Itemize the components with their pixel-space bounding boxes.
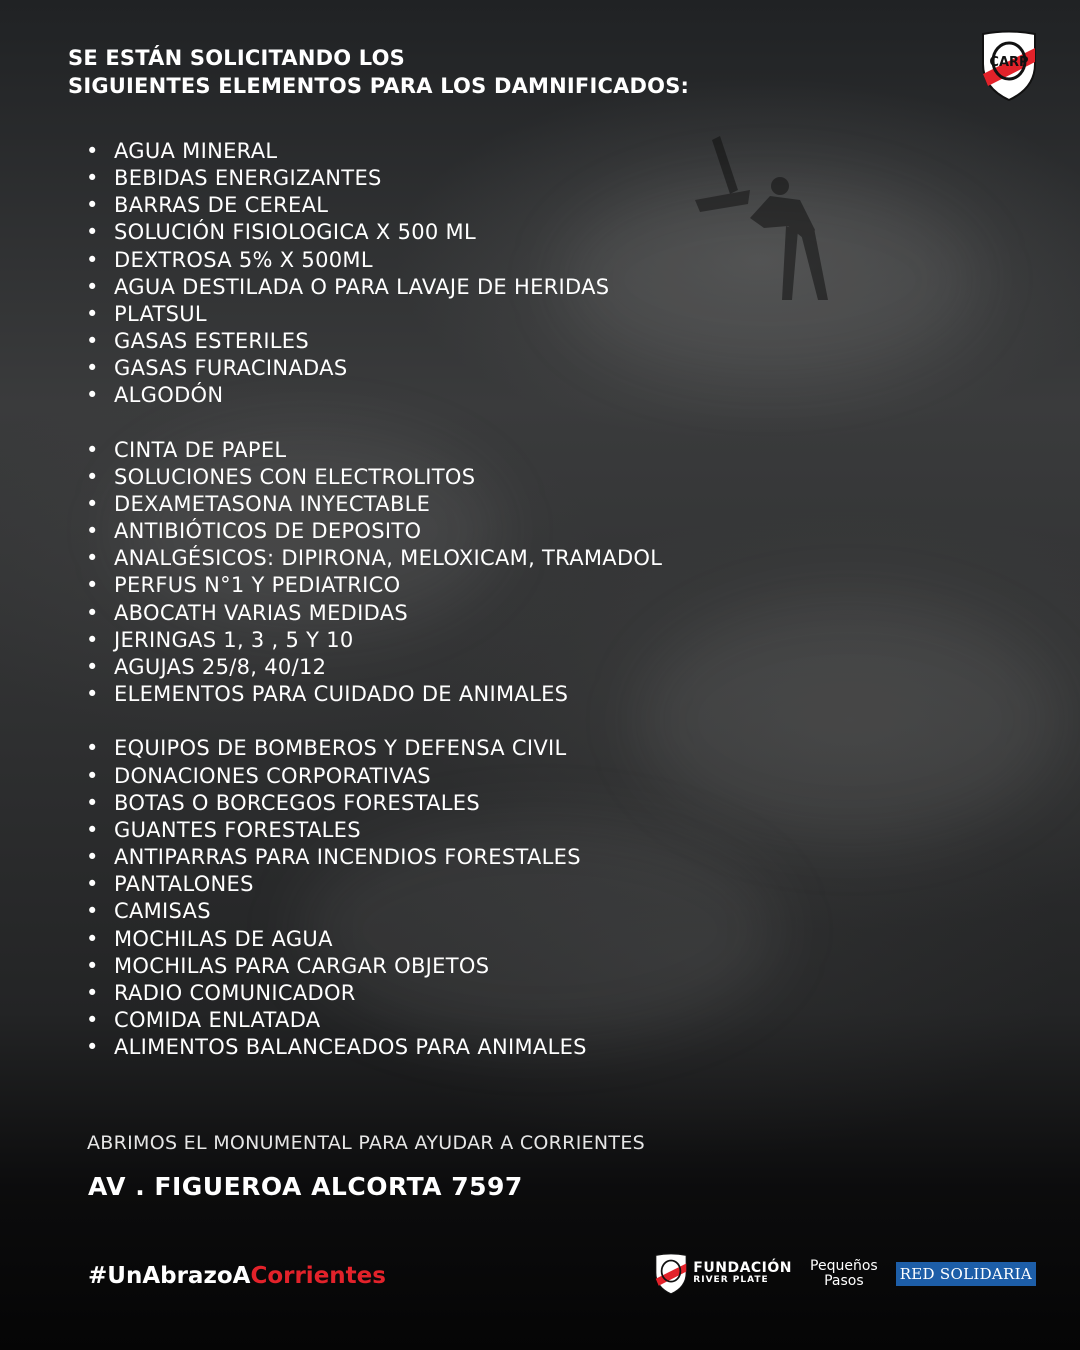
list-item [86, 844, 662, 871]
list-item [86, 980, 662, 1007]
list-item-label: EQUIPOS DE BOMBEROS Y DEFENSA CIVIL [114, 736, 567, 761]
list-item-label: PANTALONES [114, 872, 254, 897]
bullet-icon: • [86, 763, 99, 788]
list-item [86, 464, 662, 491]
hashtag-white: #UnAbrazoA [88, 1263, 251, 1289]
bullet-icon: • [86, 736, 99, 761]
list-item-label: SOLUCIÓN FISIOLOGICA X 500 ML [114, 220, 476, 245]
list-item [86, 274, 662, 301]
pasos-label: Pasos [824, 1273, 864, 1289]
list-item [86, 219, 662, 246]
bullet-icon: • [86, 817, 99, 842]
list-item [86, 138, 662, 165]
list-item-label: AGUJAS 25/8, 40/12 [114, 654, 327, 679]
list-item-label: DEXAMETASONA INYECTABLE [114, 492, 431, 517]
list-item-label: BOTAS O BORCEGOS FORESTALES [114, 790, 480, 815]
bullet-icon: • [86, 600, 99, 625]
list-item [86, 328, 662, 355]
list-item-label: AGUA MINERAL [114, 139, 278, 163]
list-item [86, 572, 662, 599]
list-item-label: PLATSUL [114, 301, 207, 326]
list-item [86, 355, 662, 382]
list-item-label: MOCHILAS DE AGUA [114, 926, 333, 951]
fundacion-label: FUNDACIÓN [693, 1260, 793, 1276]
list-item-label: RADIO COMUNICADOR [114, 980, 356, 1005]
list-item [86, 518, 662, 545]
fundacion-river-plate-logo [654, 1252, 792, 1296]
list-item-label: ANTIBIÓTICOS DE DEPOSITO [114, 519, 422, 544]
list-item [86, 382, 662, 409]
list-item [86, 953, 662, 980]
list-item [86, 192, 662, 219]
river-plate-crest-icon [654, 1252, 688, 1296]
bullet-icon: • [86, 926, 99, 951]
pequenos-label: Pequeños [810, 1258, 878, 1274]
bullet-icon: • [86, 437, 99, 462]
list-item [86, 1034, 662, 1061]
list-item-label: ALIMENTOS BALANCEADOS PARA ANIMALES [114, 1035, 587, 1060]
list-item-label: DEXTROSA 5% X 500ML [114, 247, 373, 272]
list-item-label: GUANTES FORESTALES [114, 817, 361, 842]
list-item [86, 165, 662, 192]
list-item-label: COMIDA ENLATADA [114, 1007, 321, 1032]
list-item [86, 247, 662, 274]
red-solidaria-logo: RED SOLIDARIA [896, 1262, 1036, 1286]
list-item-label: CAMISAS [114, 899, 211, 924]
sponsor-logos [654, 1250, 1036, 1298]
title-line-2: SIGUIENTES ELEMENTOS PARA LOS DAMNIFICADOS: [68, 74, 690, 98]
bullet-icon: • [86, 166, 99, 191]
list-item-label: BARRAS DE CEREAL [114, 193, 329, 218]
bullet-icon: • [86, 356, 99, 381]
bullet-icon: • [86, 329, 99, 354]
crest-letters: CARP [989, 55, 1029, 70]
bullet-icon: • [86, 193, 99, 218]
group-spacer [86, 410, 662, 437]
bullet-icon: • [86, 464, 99, 489]
bullet-icon: • [86, 953, 99, 978]
list-item [86, 898, 662, 925]
list-item [86, 926, 662, 953]
bullet-icon: • [86, 492, 99, 517]
list-item [86, 545, 662, 572]
supply-list [86, 138, 662, 1061]
title-line-1: SE ESTÁN SOLICITANDO LOS [68, 46, 406, 70]
list-item [86, 681, 662, 708]
bullet-icon: • [86, 139, 99, 163]
hashtag-red: Corrientes [250, 1263, 386, 1289]
list-item-label: GASAS FURACINADAS [114, 356, 348, 381]
page-title [68, 44, 689, 100]
bullet-icon: • [86, 845, 99, 870]
list-item-label: PERFUS N°1 Y PEDIATRICO [114, 573, 401, 598]
group-spacer [86, 708, 662, 735]
list-item-label: SOLUCIONES CON ELECTROLITOS [114, 464, 476, 489]
bullet-icon: • [86, 220, 99, 245]
bullet-icon: • [86, 899, 99, 924]
bullet-icon: • [86, 654, 99, 679]
bullet-icon: • [86, 546, 99, 571]
list-item [86, 871, 662, 898]
tagline: ABRIMOS EL MONUMENTAL PARA AYUDAR A CORRIENTES [87, 1132, 645, 1154]
list-item-label: ALGODÓN [114, 383, 224, 408]
bullet-icon: • [86, 1035, 99, 1060]
list-item-label: ANALGÉSICOS: DIPIRONA, MELOXICAM, TRAMADOL [114, 546, 663, 571]
bullet-icon: • [86, 790, 99, 815]
address: AV . FIGUEROA ALCORTA 7597 [88, 1172, 523, 1201]
list-item-label: JERINGAS 1, 3 , 5 Y 10 [114, 627, 354, 652]
list-item [86, 491, 662, 518]
firefighter-silhouette-icon [690, 130, 890, 310]
list-item [86, 817, 662, 844]
bullet-icon: • [86, 980, 99, 1005]
list-item [86, 654, 662, 681]
bullet-icon: • [86, 872, 99, 897]
bullet-icon: • [86, 519, 99, 544]
list-item-label: AGUA DESTILADA O PARA LAVAJE DE HERIDAS [114, 274, 610, 299]
list-item-label: BEBIDAS ENERGIZANTES [114, 166, 382, 191]
bullet-icon: • [86, 573, 99, 598]
list-item [86, 437, 662, 464]
bullet-icon: • [86, 247, 99, 272]
list-item-label: ELEMENTOS PARA CUIDADO DE ANIMALES [114, 682, 569, 707]
bullet-icon: • [86, 627, 99, 652]
list-item [86, 1007, 662, 1034]
list-item [86, 600, 662, 627]
smoke-cloud [640, 600, 1060, 840]
list-item-label: DONACIONES CORPORATIVAS [114, 763, 431, 788]
list-item-label: ABOCATH VARIAS MEDIDAS [114, 600, 409, 625]
list-item [86, 735, 662, 762]
list-item [86, 301, 662, 328]
list-item [86, 790, 662, 817]
list-item [86, 763, 662, 790]
bullet-icon: • [86, 1007, 99, 1032]
list-item-label: CINTA DE PAPEL [114, 437, 287, 462]
river-plate-crest-icon [980, 30, 1038, 102]
river-plate-label: RIVER PLATE [693, 1275, 769, 1285]
list-item [86, 627, 662, 654]
bullet-icon: • [86, 301, 99, 326]
hashtag [88, 1263, 386, 1289]
list-item-label: GASAS ESTERILES [114, 329, 310, 354]
pequenos-pasos-logo [810, 1259, 878, 1289]
bullet-icon: • [86, 682, 99, 707]
list-item-label: MOCHILAS PARA CARGAR OBJETOS [114, 953, 490, 978]
bullet-icon: • [86, 383, 99, 408]
list-item-label: ANTIPARRAS PARA INCENDIOS FORESTALES [114, 845, 581, 870]
bullet-icon: • [86, 274, 99, 299]
